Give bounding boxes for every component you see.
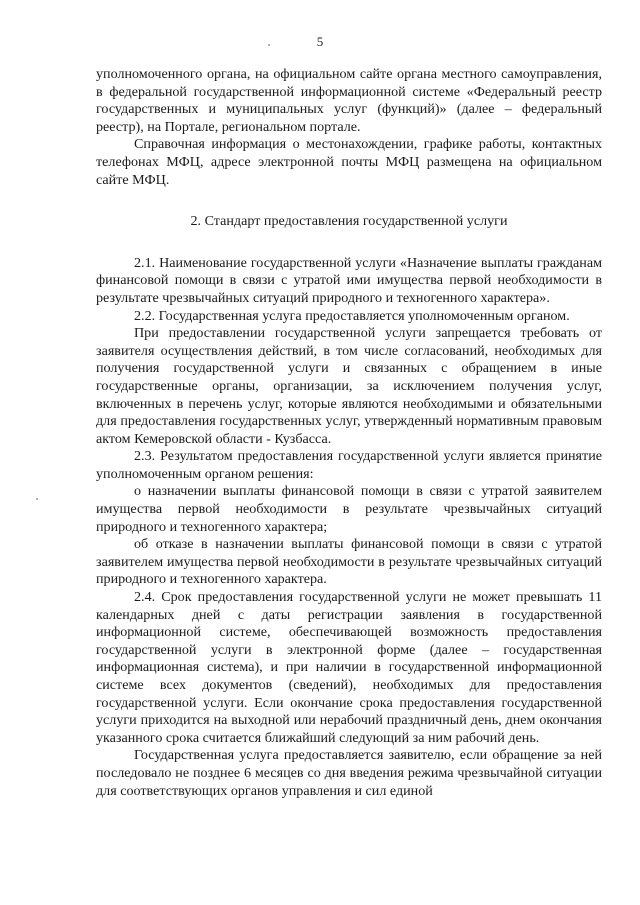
paragraph-2-4: 2.4. Срок предоставления государственной услуги не может превышать 11 календарных дней с даты регистрации заявления в государственной информационной системе, обеспечивающей возможность предоставления государственной услуги в электронной форме (далее – государственная информационная система), и при наличии в государственной информационной системе всех документов (сведений), необходимых для предоставления государственной услуги. Если окончание срока предоставления государственной услуги приходится на выходной или нерабочий праздничный день, днем окончания указанного срока считается ближайший следующий за ним рабочий день. — [96, 589, 602, 746]
section-heading: 2. Стандарт предоставления государственной услуги — [190, 213, 508, 230]
scan-speck — [36, 498, 38, 500]
document-body — [96, 66, 602, 800]
page-number: 5 — [316, 34, 324, 49]
paragraph-prohibition: При предоставлении государственной услуги запрещается требовать от заявителя осуществления действий, в том числе согласований, необходимых для получения государственной услуги и связанных с обращением в иные государственные органы, организации, за исключением получения услуг, включенных в перечень услуг, которые являются необходимыми и обязательными для предоставления государственных услуг, утвержденный нормативным правовым актом Кемеровской области - Кузбасса. — [96, 325, 602, 447]
paragraph-decision-refusal: об отказе в назначении выплаты финансовой помощи в связи с утратой заявителем имущества первой необходимости в результате чрезвычайных ситуаций природного и техногенного характера. — [96, 536, 602, 588]
paragraph-2-1: 2.1. Наименование государственной услуги «Назначение выплаты гражданам финансовой помощи в связи с утратой ими имущества первой необходимости в результате чрезвычайных ситуаций природного и техногенного характера». — [96, 254, 602, 306]
paragraph-decision-grant: о назначении выплаты финансовой помощи в связи с утратой заявителем имущества первой необходимости в результате чрезвычайных ситуаций природного и техногенного характера; — [96, 483, 602, 535]
paragraph-reference-info: Справочная информация о местонахождении, графике работы, контактных телефонах МФЦ, адресе электронной почты МФЦ размещена на официальном сайте МФЦ. — [96, 136, 602, 188]
paragraph-2-2: 2.2. Государственная услуга предоставляется уполномоченным органом. — [134, 307, 570, 324]
paragraph-deadline: Государственная услуга предоставляется заявителю, если обращение за ней последовало не позднее 6 месяцев со дня введения режима чрезвычайной ситуации для соответствующих органов управления и сил единой — [96, 747, 602, 799]
scan-speck — [268, 44, 270, 46]
paragraph-continuation: уполномоченного органа, на официальном сайте органа местного самоуправления, в федеральной государственной информационной системе «Федеральный реестр государственных и муниципальных услуг (функций)» (далее – федеральный реестр), на Портале, региональном портале. — [96, 66, 602, 135]
paragraph-2-3: 2.3. Результатом предоставления государственной услуги является принятие уполномоченным органом решения: — [96, 448, 602, 482]
